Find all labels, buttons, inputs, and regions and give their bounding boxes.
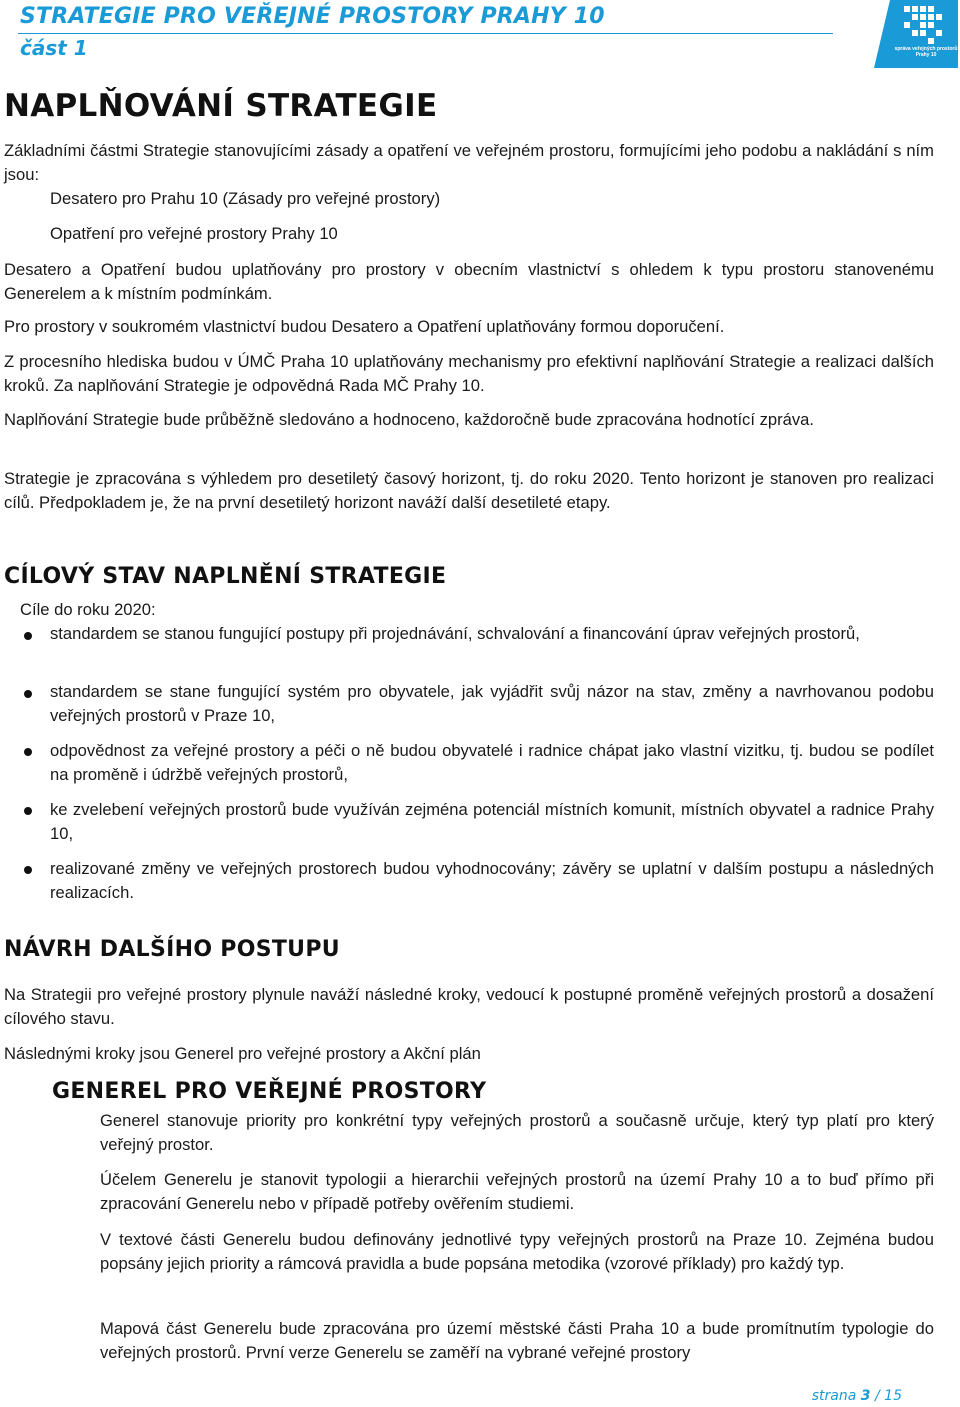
paragraph: Generel stanovuje priority pro konkrétní typy veřejných prostorů a současně určuje, který typ platí pro který veřejný prostor. xyxy=(100,1111,934,1154)
list-item: ke zvelebení veřejných prostorů bude využíván zejména potenciál místních komunit, místních obyvatel a radnice Prahy 10, xyxy=(50,800,934,843)
document-title: STRATEGIE PRO VEŘEJNÉ PROSTORY PRAHY 10 xyxy=(20,4,605,29)
list-item: standardem se stane fungující systém pro obyvatele, jak vyjádřit svůj názor na stav, změny a navrhovanou podobu veřejných prostorů v Praze 10, xyxy=(50,682,934,725)
bullet-icon xyxy=(24,807,32,815)
paragraph: Strategie je zpracována s výhledem pro desetiletý časový horizont, tj. do roku 2020. Tento horizont je stanoven pro realizaci cílů. Předpokladem je, že na první desetiletý horizont naváží další desetileté etapy. xyxy=(4,469,934,512)
header-divider xyxy=(18,33,833,34)
heading-generel: GENEREL PRO VEŘEJNÉ PROSTORY xyxy=(52,1079,487,1104)
paragraph: Opatření pro veřejné prostory Prahy 10 xyxy=(50,224,338,243)
page-header xyxy=(0,0,960,70)
list-item: standardem se stanou fungující postupy při projednávání, schvalování a financování úprav veřejných prostorů, xyxy=(50,624,860,643)
paragraph: Účelem Generelu je stanovit typologii a hierarchii veřejných prostorů na území Prahy 10 a to buď přímo při zpracování Generelu nebo v případě potřeby ověřením studiemi. xyxy=(100,1170,934,1213)
logo-caption: správa veřejných prostorů Prahy 10 xyxy=(894,46,958,58)
paragraph: Na Strategii pro veřejné prostory plynule naváží následné kroky, vedoucí k postupné proměně veřejných prostorů a dosažení cílového stavu. xyxy=(4,985,934,1028)
document-part: část 1 xyxy=(20,36,88,60)
page-current: 3 xyxy=(860,1388,871,1404)
paragraph: V textové části Generelu budou definovány jednotlivé typy veřejných prostorů na Praze 10. Zejména budou popsány jejich priority a rámcová pravidla a bude popsána metodika (vzorové příklady) pro každý typ. xyxy=(100,1230,934,1273)
heading-cilovy-stav: CÍLOVÝ STAV NAPLNĚNÍ STRATEGIE xyxy=(4,564,447,589)
paragraph: Pro prostory v soukromém vlastnictví budou Desatero a Opatření uplatňovány formou doporučení. xyxy=(4,317,725,336)
paragraph: Desatero a Opatření budou uplatňovány pro prostory v obecním vlastnictví s ohledem k typu prostoru stanovenému Generelem a k místním podmínkám. xyxy=(4,260,934,303)
paragraph: Mapová část Generelu bude zpracována pro území městské části Praha 10 a bude promítnutím typologie do veřejných prostorů. První verze Generelu se zaměří na vybrané veřejné prostory xyxy=(100,1319,934,1362)
organization-logo xyxy=(874,0,958,68)
page-separator: / xyxy=(875,1388,880,1404)
paragraph: Naplňování Strategie bude průběžně sledováno a hodnoceno, každoročně bude zpracována hodnotící zpráva. xyxy=(4,410,814,429)
paragraph: Následnými kroky jsou Generel pro veřejné prostory a Akční plán xyxy=(4,1044,481,1063)
paragraph: Desatero pro Prahu 10 (Zásady pro veřejné prostory) xyxy=(50,189,441,208)
paragraph: Z procesního hlediska budou v ÚMČ Praha 10 uplatňovány mechanismy pro efektivní naplňování Strategie a realizaci dalších kroků. Za naplňování Strategie je odpovědná Rada MČ Prahy 10. xyxy=(4,352,934,395)
bullet-icon xyxy=(24,632,32,640)
page-total: 15 xyxy=(884,1388,902,1404)
bullet-icon xyxy=(24,866,32,874)
bullet-icon xyxy=(24,748,32,756)
heading-navrh-postupu: NÁVRH DALŠÍHO POSTUPU xyxy=(4,937,340,962)
paragraph: Základními částmi Strategie stanovujícími zásady a opatření ve veřejném prostoru, formujícími jeho podobu a nakládání s ním jsou: xyxy=(4,141,934,184)
list-item: odpovědnost za veřejné prostory a péči o ně budou obyvatelé i radnice chápat jako vlastní vizitku, tj. budou se podílet na proměně i údržbě veřejných prostorů, xyxy=(50,741,934,784)
list-item: realizované změny ve veřejných prostorech budou vyhodnocovány; závěry se uplatní v dalším postupu a následných realizacích. xyxy=(50,859,934,902)
page-label: strana xyxy=(811,1388,857,1404)
heading-naplnovani: NAPLŇOVÁNÍ STRATEGIE xyxy=(4,88,438,124)
page-number xyxy=(812,1388,902,1404)
goals-intro: Cíle do roku 2020: xyxy=(20,600,156,619)
bullet-icon xyxy=(24,690,32,698)
